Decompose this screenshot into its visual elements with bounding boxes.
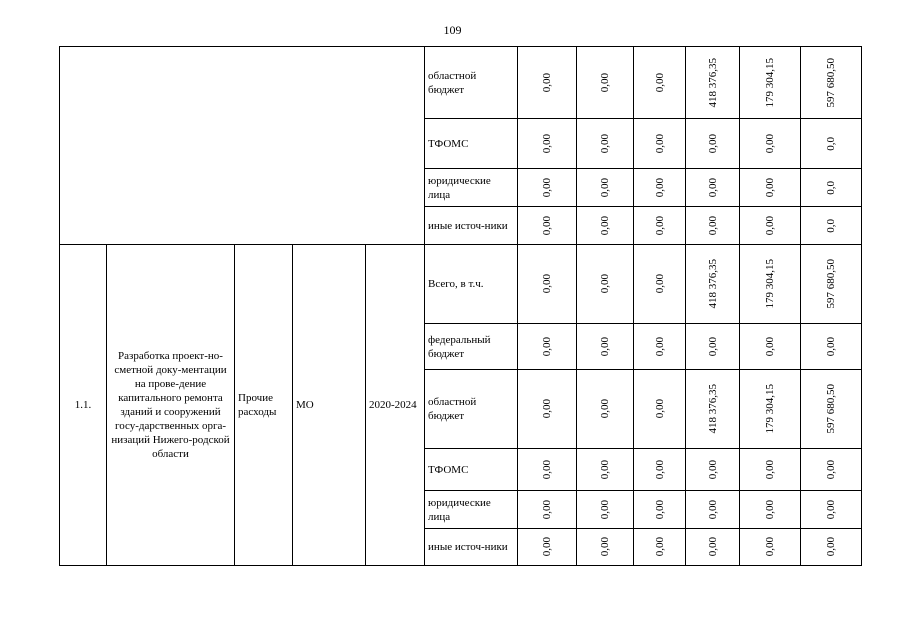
value-cell: 0,00 [801,529,862,566]
value-cell: 0,00 [634,47,686,119]
funding-source: ТФОМС [425,119,518,169]
value-cell: 0,00 [577,449,634,491]
expense-type: Прочие расходы [235,245,293,566]
value-cell: 418 376,35 [686,47,740,119]
funding-source: областной бюджет [425,47,518,119]
value-cell: 0,00 [634,529,686,566]
executor: МО [293,245,366,566]
value-cell: 0,00 [634,169,686,207]
value-cell: 0,00 [686,324,740,370]
value-cell: 0,00 [518,245,577,324]
value-cell: 597 680,50 [801,245,862,324]
period: 2020-2024 [366,245,425,566]
value-cell: 0,00 [577,491,634,529]
value-cell: 0,00 [686,119,740,169]
value-cell: 0,00 [634,207,686,245]
value-cell: 0,00 [740,449,801,491]
value-cell: 0,00 [518,491,577,529]
value-cell: 0,00 [518,449,577,491]
value-cell: 0,0 [801,169,862,207]
value-cell: 0,00 [577,207,634,245]
value-cell: 0,00 [634,491,686,529]
value-cell: 0,00 [801,324,862,370]
value-cell: 0,00 [686,169,740,207]
funding-source: иные источ-ники [425,207,518,245]
value-cell: 0,00 [634,324,686,370]
value-cell: 0,0 [801,119,862,169]
value-cell: 179 304,15 [740,47,801,119]
value-cell: 0,00 [634,245,686,324]
value-cell: 0,00 [634,119,686,169]
item-description: Разработка проект-но-сметной доку-ментации на прове-дение капитального ремонта зданий и сооружений госу-дарственных орга-низаций Нижего-родской области [107,245,235,566]
value-cell: 179 304,15 [740,370,801,449]
funding-source: областной бюджет [425,370,518,449]
value-cell: 0,0 [801,207,862,245]
value-cell: 0,00 [740,207,801,245]
value-cell: 0,00 [518,324,577,370]
value-cell: 418 376,35 [686,245,740,324]
value-cell: 0,00 [801,449,862,491]
table-row [60,47,862,119]
value-cell: 0,00 [577,370,634,449]
funding-source: юридические лица [425,169,518,207]
value-cell: 0,00 [518,47,577,119]
value-cell: 0,00 [740,529,801,566]
value-cell: 0,00 [634,449,686,491]
value-cell: 0,00 [740,324,801,370]
value-cell: 0,00 [518,370,577,449]
funding-source: федеральный бюджет [425,324,518,370]
value-cell: 0,00 [577,169,634,207]
value-cell: 0,00 [634,370,686,449]
value-cell: 0,00 [686,529,740,566]
funding-source: Всего, в т.ч. [425,245,518,324]
blank-merged-cell [60,47,425,245]
funding-source: юридические лица [425,491,518,529]
value-cell: 0,00 [518,169,577,207]
item-index: 1.1. [60,245,107,566]
value-cell: 0,00 [518,529,577,566]
value-cell: 0,00 [518,119,577,169]
value-cell: 0,00 [577,245,634,324]
value-cell: 0,00 [740,169,801,207]
funding-source: иные источ-ники [425,529,518,566]
value-cell: 0,00 [577,529,634,566]
value-cell: 597 680,50 [801,370,862,449]
budget-table [59,46,862,566]
value-cell: 0,00 [740,119,801,169]
table-row [60,245,862,324]
value-cell: 0,00 [740,491,801,529]
value-cell: 0,00 [686,207,740,245]
value-cell: 418 376,35 [686,370,740,449]
value-cell: 0,00 [577,47,634,119]
value-cell: 0,00 [577,119,634,169]
value-cell: 0,00 [686,449,740,491]
value-cell: 597 680,50 [801,47,862,119]
value-cell: 0,00 [577,324,634,370]
value-cell: 0,00 [801,491,862,529]
page-number: 109 [443,23,462,37]
value-cell: 179 304,15 [740,245,801,324]
value-cell: 0,00 [686,491,740,529]
funding-source: ТФОМС [425,449,518,491]
value-cell: 0,00 [518,207,577,245]
